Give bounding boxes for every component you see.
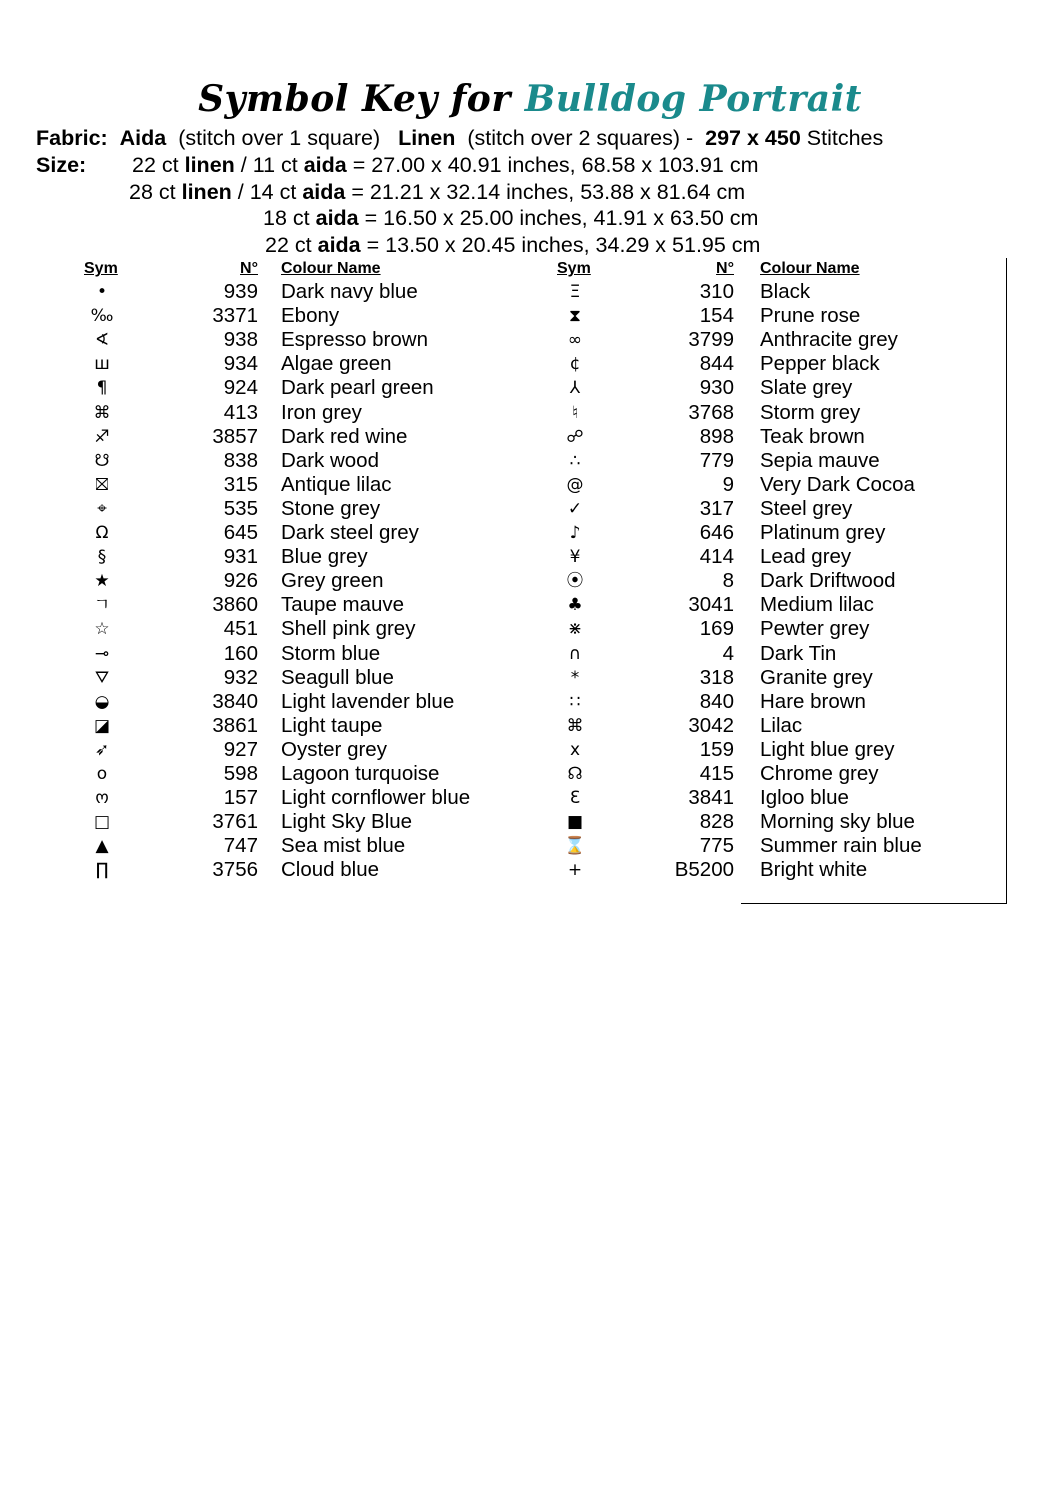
thread-number: 8 [722,569,734,593]
thread-number: 451 [223,617,258,641]
bottom-border-line [741,903,1007,904]
thread-number: 3857 [212,424,258,448]
thread-number: 646 [699,521,734,544]
thread-number: 3042 [688,713,734,737]
size-label-line [36,152,86,178]
colour-name: Shell pink grey [281,617,416,641]
right-border-line [1006,258,1007,904]
colour-name: Black [760,280,811,303]
thread-number: 3861 [212,713,258,737]
thread-number: 535 [223,496,258,520]
colour-name: Igloo blue [760,786,849,810]
colour-name: Dark wood [281,448,379,472]
thread-number: 157 [223,786,258,810]
fabric-linen-note: (stitch over 2 squares) - [467,126,694,150]
stitch-symbol-icon: ¢ [569,354,581,375]
header-name-left: Colour Name [281,260,381,277]
stitch-symbol-icon: * [570,667,580,688]
thread-number: 3041 [688,593,734,617]
thread-number: 315 [223,472,258,496]
stitch-symbol-icon: ♐ [94,426,110,447]
stitch-symbol-icon: Ω [95,523,109,543]
colour-name: Lilac [760,713,803,737]
thread-number: 939 [223,280,258,303]
stitch-symbol-icon: ♪ [569,523,581,543]
stitch-symbol-icon: ⊸ [94,643,110,664]
colour-name: Light Sky Blue [281,810,413,834]
thread-number: 927 [223,737,258,761]
thread-number: 3371 [212,304,258,328]
fabric-aida: Aida [119,126,167,150]
colour-name: Dark red wine [281,424,408,448]
colour-name: Cloud blue [281,858,380,882]
stitch-symbol-icon: ☋ [94,450,110,471]
stitch-symbol-icon: ⅄ [569,378,581,399]
colour-name: Ebony [281,304,340,328]
size-fabric: aida [317,233,361,257]
size-dimensions: = 21.21 x 32.14 inches, 53.88 x 81.64 cm [351,180,746,204]
colour-name: Very Dark Cocoa [760,472,915,496]
colour-name: Light cornflower blue [281,786,471,810]
colour-name: Platinum grey [760,521,886,544]
stitch-symbol-icon: @ [566,474,584,495]
stitch-symbol-icon: ⌖ [97,498,107,519]
stitch-symbol-icon: ■ [566,812,584,833]
thread-number: 926 [223,569,258,593]
colour-name: Bright white [760,858,868,882]
thread-number: 930 [699,376,734,400]
thread-number: 924 [223,376,258,400]
stitch-symbol-icon: Ɛ [569,788,581,809]
stitch-symbol-icon: • [96,282,108,302]
thread-number: 3761 [212,810,258,834]
stitch-symbol-icon: ∞ [567,330,583,351]
stitch-symbol-icon: ⌘ [566,715,584,736]
thread-number: 645 [223,521,258,544]
stitch-symbol-icon: ‰ [90,306,114,327]
thread-number: 3756 [212,858,258,882]
thread-number: 932 [223,665,258,689]
colour-name: Summer rain blue [760,834,922,858]
page-title [0,78,1060,120]
thread-number: 3840 [212,689,258,713]
thread-number: 4 [722,641,734,665]
size-line-3 [263,205,758,231]
colour-name: Iron grey [281,400,362,424]
stitch-symbol-icon: ♮ [571,402,579,423]
size-fabric: aida [302,180,346,204]
stitch-count: 297 x 450 [705,126,801,150]
fabric-linen: Linen [398,126,456,150]
stitch-symbol-icon: x [569,739,581,760]
stitch-symbol-icon: Ξ [569,282,581,302]
stitch-symbol-icon: ∏ [95,860,109,881]
stitch-symbol-icon: § [97,547,107,568]
colour-name: Sepia mauve [760,448,880,472]
stitch-symbol-icon: ¶ [96,378,108,399]
header-sym-left: Sym [84,260,118,277]
thread-number: 154 [699,304,734,328]
colour-name: Antique lilac [281,472,392,496]
title-pattern-name: Bulldog Portrait [524,78,862,120]
stitch-symbol-icon: ∢ [94,330,110,351]
stitch-symbol-icon: ☊ [567,764,583,784]
thread-number: 413 [223,400,258,424]
size-label: Size: [36,153,87,177]
colour-name: Light lavender blue [281,689,455,713]
stitch-word: Stitches [806,126,884,150]
size-line-4 [265,232,760,258]
colour-name: Morning sky blue [760,810,915,834]
thread-number: 3841 [688,786,734,810]
size-count: / 11 ct [240,153,298,177]
thread-number: 934 [223,352,258,376]
colour-name: Storm grey [760,400,861,424]
colour-name: Dark steel grey [281,521,419,544]
size-dimensions: = 13.50 x 20.45 inches, 34.29 x 51.95 cm [366,233,761,257]
stitch-symbol-icon: □ [93,812,111,833]
colour-name: Blue grey [281,545,368,569]
stitch-symbol-icon: ∷ [569,691,581,712]
thread-number: 159 [699,737,734,761]
stitch-symbol-icon: + [567,860,583,881]
thread-number: 828 [699,810,734,834]
thread-number: 747 [223,834,258,858]
stitch-symbol-icon: ⧗ [569,306,581,327]
thread-number: 414 [699,545,734,569]
size-dimensions: = 16.50 x 25.00 inches, 41.91 x 63.50 cm [364,206,759,230]
size-count: 22 ct [265,233,312,257]
colour-name: Dark pearl green [281,376,434,400]
colour-name: Grey green [281,569,384,593]
size-count: 18 ct [263,206,310,230]
thread-number: 775 [699,834,734,858]
stitch-symbol-icon: ш [94,354,110,375]
colour-name: Lagoon turquoise [281,762,440,785]
stitch-symbol-icon: ☆ [94,619,110,640]
colour-name: Light taupe [281,713,383,737]
colour-name: Light blue grey [760,737,895,761]
colour-name: Slate grey [760,376,853,400]
size-line-2 [129,179,745,205]
colour-name: Stone grey [281,496,381,520]
colour-name: Dark navy blue [281,280,418,303]
thread-number: 838 [223,448,258,472]
stitch-symbol-icon: ㄱ [93,595,111,616]
stitch-symbol-icon: o [96,764,108,784]
stitch-symbol-icon: ◒ [94,691,110,712]
fabric-label: Fabric: [36,126,108,150]
thread-number: 931 [223,545,258,569]
colour-name: Oyster grey [281,737,387,761]
fabric-aida-note: (stitch over 1 square) [178,126,381,150]
size-dimensions: = 27.00 x 40.91 inches, 68.58 x 103.91 cm [352,153,759,177]
stitch-symbol-icon: ⌘ [93,402,111,423]
stitch-symbol-icon: ¥ [569,547,581,568]
colour-name: Storm blue [281,641,381,665]
thread-number: 318 [699,665,734,689]
thread-number: 415 [699,762,734,785]
size-fabric: linen [181,180,232,204]
stitch-symbol-icon: ო [95,788,109,809]
colour-name: Sea mist blue [281,834,406,858]
size-line-1 [132,152,759,178]
stitch-symbol-icon: ♣ [567,595,583,616]
colour-name: Steel grey [760,496,853,520]
stitch-symbol-icon: ⌛ [564,836,586,857]
thread-number: 844 [699,352,734,376]
thread-number: 3860 [212,593,258,617]
size-fabric: linen [184,153,235,177]
header-sym-right: Sym [557,260,591,277]
colour-name: Chrome grey [760,762,879,785]
colour-name: Pewter grey [760,617,870,641]
header-num-right: N° [716,260,734,277]
colour-name: Hare brown [760,689,866,713]
colour-name: Lead grey [760,545,852,569]
thread-number: 3768 [688,400,734,424]
colour-name: Algae green [281,352,392,376]
colour-name: Dark Driftwood [760,569,896,593]
size-count: / 14 ct [237,180,297,204]
thread-number: 598 [223,762,258,785]
header-name-right: Colour Name [760,260,860,277]
stitch-symbol-icon: ⛝ [95,474,109,495]
thread-number: 938 [223,328,258,352]
thread-number: 310 [699,280,734,303]
colour-name: Seagull blue [281,665,394,689]
thread-number: 317 [699,496,734,520]
stitch-symbol-icon: ☍ [566,426,584,447]
stitch-symbol-icon: ➶ [94,739,110,760]
colour-name: Anthracite grey [760,328,898,352]
size-fabric: aida [303,153,347,177]
size-count: 28 ct [129,180,176,204]
colour-name: Granite grey [760,665,873,689]
colour-name: Prune rose [760,304,861,328]
fabric-line [36,125,883,151]
thread-number: 160 [223,641,258,665]
thread-number: 840 [699,689,734,713]
colour-name: Teak brown [760,424,865,448]
stitch-symbol-icon: ⦿ [566,571,584,592]
thread-number: 9 [722,472,734,496]
colour-name: Dark Tin [760,641,837,665]
stitch-symbol-icon: ∩ [568,643,582,664]
colour-name: Taupe mauve [281,593,405,617]
colour-name: Medium lilac [760,593,874,617]
thread-number: 779 [699,448,734,472]
stitch-symbol-icon: ⋇ [567,619,583,640]
header-num-left: N° [240,260,258,277]
stitch-symbol-icon: ✓ [567,498,583,519]
title-prefix: Symbol Key for [198,78,511,120]
thread-number: B5200 [674,858,734,882]
thread-number: 3799 [688,328,734,352]
stitch-symbol-icon: ◪ [93,715,111,736]
thread-number: 898 [699,424,734,448]
size-count: 22 ct [132,153,179,177]
stitch-symbol-icon: ★ [94,571,110,592]
thread-number: 169 [699,617,734,641]
stitch-symbol-icon: ∴ [569,450,581,471]
stitch-symbol-icon: ▲ [95,836,109,857]
colour-name: Pepper black [760,352,880,376]
colour-name: Espresso brown [281,328,428,352]
size-fabric: aida [315,206,359,230]
stitch-symbol-icon: ⛛ [94,667,110,688]
